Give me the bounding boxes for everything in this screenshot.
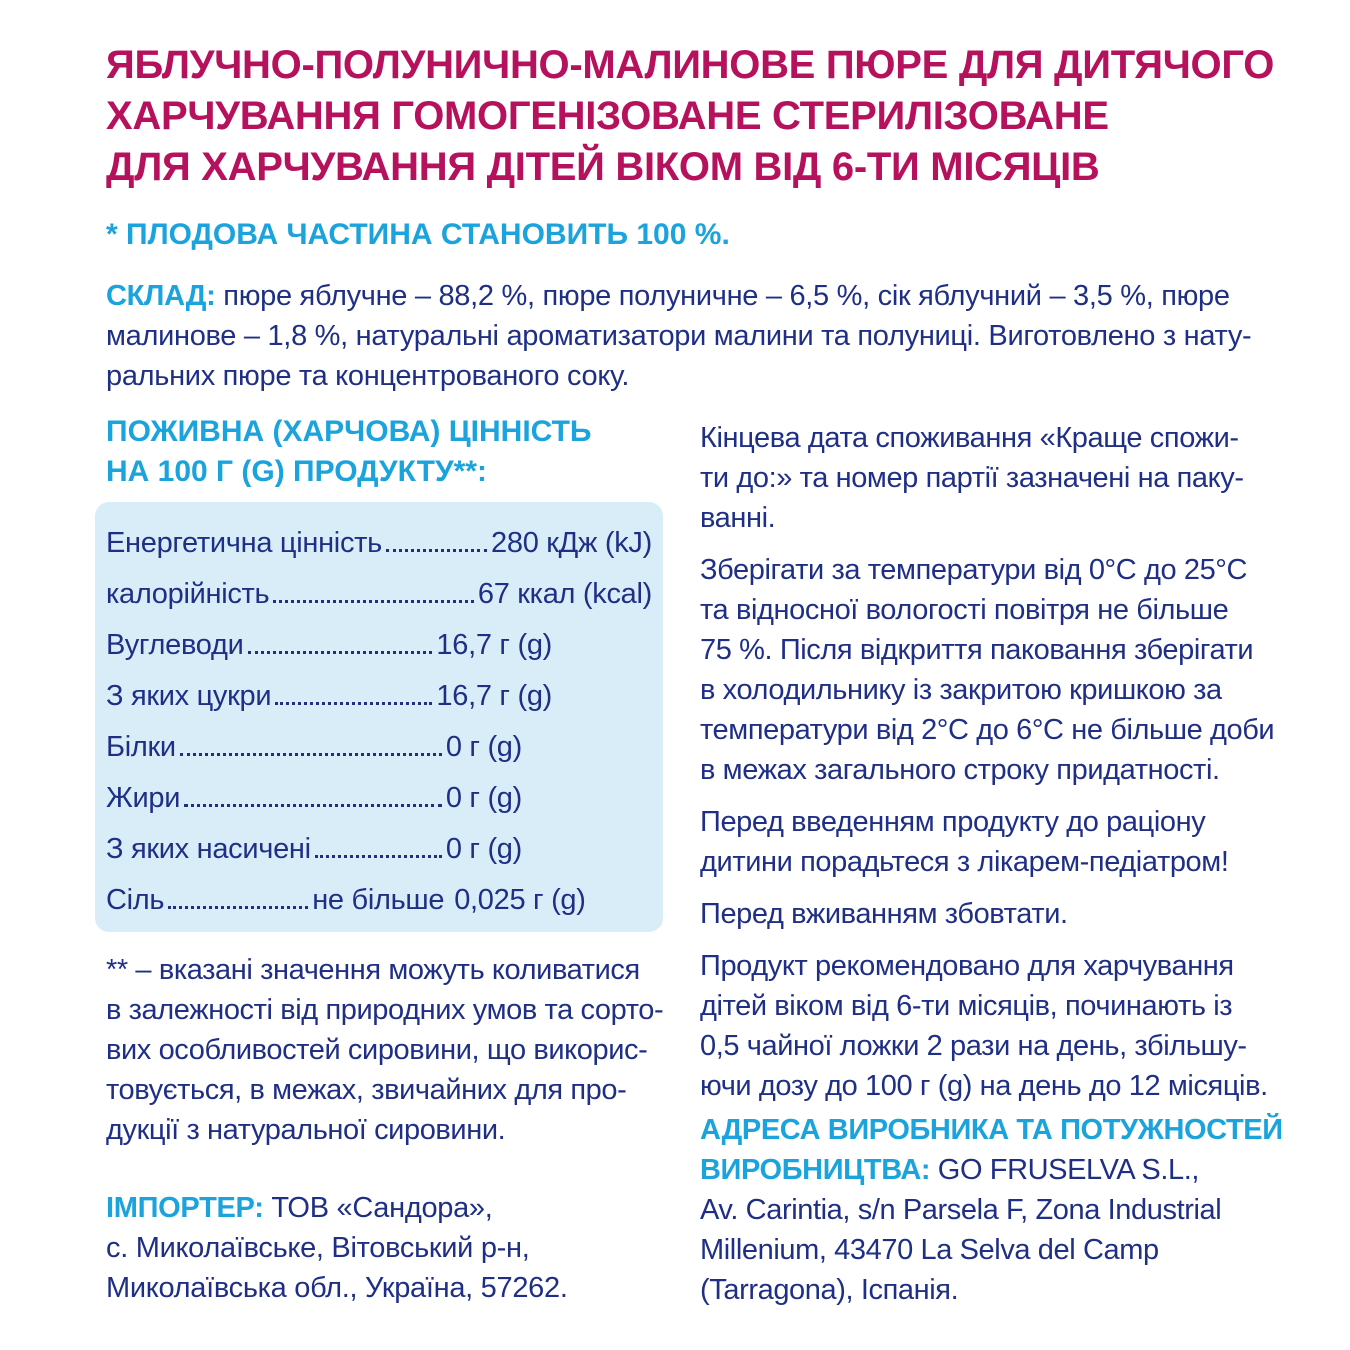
- nutrition-footnote: [106, 950, 666, 1150]
- nutrient-label: Жири: [106, 782, 181, 814]
- nutrient-value: 0 г (g): [445, 731, 522, 763]
- paragraph-line: та відносної вологості повітря не більше: [700, 594, 1229, 626]
- footnote-line: товується, в межах, звичайних для про-: [106, 1074, 627, 1106]
- composition-label: СКЛАД:: [106, 280, 216, 312]
- paragraph-line: Перед вживанням збовтати.: [700, 898, 1068, 930]
- nutrient-label: Сіль: [106, 884, 165, 916]
- nutrition-row-saturated: [106, 816, 652, 867]
- nutrition-heading: [106, 412, 591, 492]
- producer-label: АДРЕСА ВИРОБНИКА ТА ПОТУЖНОСТЕЙ: [700, 1114, 1283, 1146]
- info-column: [700, 418, 1283, 1322]
- product-title: [106, 40, 1306, 193]
- paragraph-line: 0,5 чайної ложки 2 рази на день, збільшу-: [700, 1030, 1247, 1062]
- dot-leader: [184, 804, 442, 807]
- nutrient-value: 280 кДж (kJ): [491, 527, 652, 559]
- nutrient-label: Вуглеводи: [106, 629, 244, 661]
- dot-leader: [273, 600, 474, 603]
- producer-line: [700, 1150, 1260, 1190]
- footnote-line: ** – вказані значення можуть коливатися: [106, 954, 640, 986]
- nutrient-label: З яких насичені: [106, 833, 311, 865]
- composition-text: пюре яблучне – 88,2 %, пюре полуничне – 6,5 %, сік яблучний – 3,5 %, пюре: [215, 280, 1230, 312]
- nutrition-row-fats: [106, 765, 652, 816]
- paragraph-line: ванні.: [700, 502, 776, 534]
- producer-name: GO FRUSELVA S.L.,: [930, 1154, 1200, 1186]
- nutrient-label: З яких цукри: [106, 680, 272, 712]
- paragraph-line: ючи дозу до 100 г (g) на день до 12 місяців.: [700, 1070, 1268, 1102]
- title-line: ЯБЛУЧНО-ПОЛУНИЧНО-МАЛИНОВЕ ПЮРЕ ДЛЯ ДИТЯЧОГО: [106, 43, 1275, 87]
- paragraph-line: в холодильнику із закритою кришкою за: [700, 674, 1222, 706]
- importer-section: [106, 1188, 666, 1308]
- consult-paragraph: [700, 802, 1260, 882]
- nutrition-row-calories: [106, 561, 652, 612]
- nutrient-value: 0 г (g): [445, 782, 522, 814]
- paragraph-line: дитини порадьтеся з лікарем-педіатром!: [700, 846, 1229, 878]
- producer-line: Millenium, 43470 La Selva del Camp: [700, 1234, 1159, 1266]
- paragraph-line: Перед введенням продукту до раціону: [700, 806, 1206, 838]
- importer-name: ТОВ «Сандора»,: [263, 1192, 493, 1224]
- dot-leader: [180, 753, 442, 756]
- fruit-content-note: * ПЛОДОВА ЧАСТИНА СТАНОВИТЬ 100 %.: [106, 218, 730, 251]
- dot-leader: [386, 549, 487, 552]
- importer-line: Миколаївська обл., Україна, 57262.: [106, 1272, 568, 1304]
- nutrition-row-energy: [106, 510, 652, 561]
- nutrition-row-carbohydrates: [106, 612, 652, 663]
- nutrition-row-salt: [106, 867, 652, 918]
- paragraph-line: в межах загального строку придатності.: [700, 754, 1220, 786]
- importer-line: с. Миколаївське, Вітовський р-н,: [106, 1232, 530, 1264]
- recommendation-paragraph: [700, 946, 1268, 1106]
- expiry-paragraph: [700, 418, 1260, 538]
- paragraph-line: 75 %. Після відкриття паковання зберігати: [700, 634, 1254, 666]
- storage-paragraph: [700, 550, 1275, 790]
- nutrient-label: калорійність: [106, 578, 270, 610]
- shake-paragraph: [700, 894, 1260, 934]
- paragraph-line: Кінцева дата споживання «Краще спожи-: [700, 422, 1239, 454]
- nutrient-value: 0,025 г (g): [454, 884, 586, 916]
- nutrient-value: 16,7 г (g): [436, 629, 552, 661]
- composition-line: малинове – 1,8 %, натуральні ароматизатори малини та полуниці. Виготовлено з нату-: [106, 320, 1252, 352]
- nutrition-row-sugars: [106, 663, 652, 714]
- nutrition-heading-line: ПОЖИВНА (ХАРЧОВА) ЦІННІСТЬ: [106, 415, 592, 448]
- dot-leader: [168, 906, 308, 909]
- nutrient-prefix: не більше: [312, 884, 445, 916]
- footnote-line: в залежності від природних умов та сорто-: [106, 994, 664, 1026]
- dot-leader: [315, 855, 442, 858]
- composition-line: [106, 276, 1246, 316]
- dot-leader: [248, 651, 433, 654]
- paragraph-line: Продукт рекомендовано для харчування: [700, 950, 1234, 982]
- footnote-line: дукції з натуральної сировини.: [106, 1114, 506, 1146]
- producer-line: Av. Carintia, s/n Parsela F, Zona Industrial: [700, 1194, 1222, 1226]
- title-line: ХАРЧУВАННЯ ГОМОГЕНІЗОВАНЕ СТЕРИЛІЗОВАНЕ: [106, 94, 1109, 138]
- footnote-line: вих особливостей сировини, що викорис-: [106, 1034, 648, 1066]
- producer-label-cont: ВИРОБНИЦТВА:: [700, 1154, 931, 1186]
- nutrition-row-proteins: [106, 714, 652, 765]
- composition-section: [106, 276, 1252, 396]
- nutrient-value: 16,7 г (g): [436, 680, 552, 712]
- paragraph-line: Зберігати за температури від 0°С до 25°С: [700, 554, 1248, 586]
- paragraph-line: ти до:» та номер партії зазначені на паку-: [700, 462, 1244, 494]
- composition-line: ральних пюре та концентрованого соку.: [106, 360, 630, 392]
- title-line: ДЛЯ ХАРЧУВАННЯ ДІТЕЙ ВІКОМ ВІД 6-ТИ МІСЯЦІВ: [106, 145, 1100, 189]
- importer-label: ІМПОРТЕР:: [106, 1192, 264, 1224]
- producer-line: (Tarragona), Іспанія.: [700, 1274, 959, 1306]
- producer-paragraph: [700, 1110, 1283, 1310]
- nutrition-heading-line: НА 100 Г (G) ПРОДУКТУ**:: [106, 455, 487, 488]
- dot-leader: [275, 702, 432, 705]
- nutrient-label: Білки: [106, 731, 176, 763]
- paragraph-line: дітей віком від 6-ти місяців, починають із: [700, 990, 1233, 1022]
- nutrient-value: 67 ккал (kcal): [477, 578, 652, 610]
- nutrient-value: 0 г (g): [445, 833, 522, 865]
- paragraph-line: температури від 2°С до 6°С не більше доби: [700, 714, 1275, 746]
- nutrient-label: Енергетична цінність: [106, 527, 382, 559]
- importer-line: [106, 1188, 666, 1228]
